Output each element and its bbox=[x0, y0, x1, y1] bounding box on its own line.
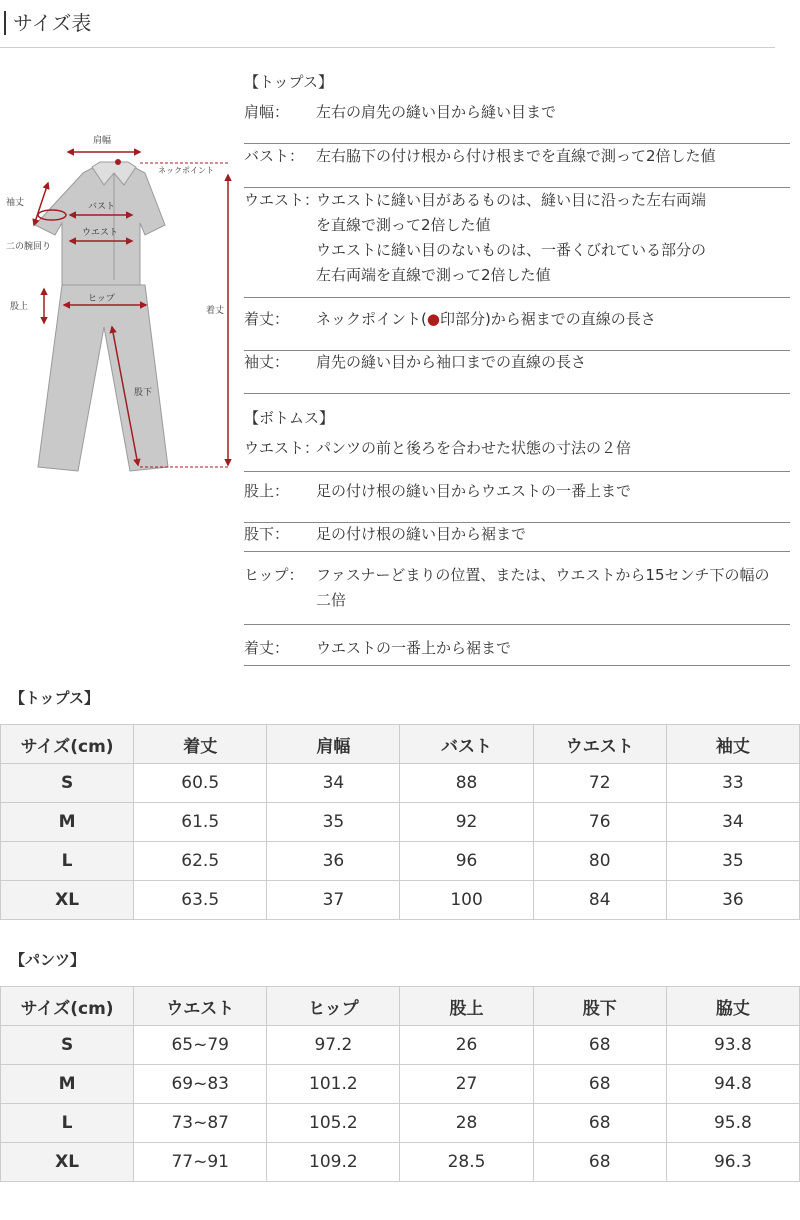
page-header bbox=[0, 0, 775, 48]
desc-definition: ネックポイント(●印部分)から裾までの直線の長さ bbox=[316, 310, 656, 328]
column-header: 股上 bbox=[400, 987, 533, 1026]
desc-definition: 肩先の縫い目から袖口までの直線の長さ bbox=[316, 353, 587, 371]
table-cell: 68 bbox=[533, 1026, 666, 1065]
desc-row-rise bbox=[244, 481, 790, 523]
neck-point-marker: ● bbox=[426, 310, 440, 328]
table-cell: 88 bbox=[400, 764, 533, 803]
desc-term: ヒップ： bbox=[244, 566, 304, 584]
size-cell: L bbox=[1, 1104, 134, 1143]
table-cell: 68 bbox=[533, 1104, 666, 1143]
desc-row-shoulder bbox=[244, 102, 790, 144]
table-cell: 84 bbox=[533, 881, 666, 920]
table-cell: 28 bbox=[400, 1104, 533, 1143]
table-cell: 27 bbox=[400, 1065, 533, 1104]
desc-row-hip bbox=[244, 565, 790, 625]
column-header: ウエスト bbox=[533, 725, 666, 764]
table-cell: 73~87 bbox=[134, 1104, 267, 1143]
desc-definition: 足の付け根の縫い目から裾まで bbox=[316, 525, 527, 543]
desc-term: 股下： bbox=[244, 525, 290, 543]
desc-definition: 左右脇下の付け根から付け根までを直線で測って2倍した値 bbox=[316, 147, 716, 165]
size-cell: XL bbox=[1, 1143, 134, 1182]
tops-heading: 【トップス】 bbox=[244, 73, 333, 91]
label-hip: ヒップ bbox=[88, 294, 115, 304]
table-row bbox=[1, 842, 800, 881]
desc-term: 股上： bbox=[244, 482, 290, 500]
desc-definition: 足の付け根の縫い目からウエストの一番上まで bbox=[316, 482, 632, 500]
column-header: サイズ(cm) bbox=[1, 987, 134, 1026]
table-cell: 62.5 bbox=[134, 842, 267, 881]
size-cell: M bbox=[1, 803, 134, 842]
table-cell: 26 bbox=[400, 1026, 533, 1065]
table-cell: 80 bbox=[533, 842, 666, 881]
bottoms-heading: 【ボトムス】 bbox=[244, 409, 335, 427]
table-cell: 101.2 bbox=[267, 1065, 400, 1104]
neck-point-dot bbox=[115, 159, 121, 165]
table-cell: 105.2 bbox=[267, 1104, 400, 1143]
table-cell: 97.2 bbox=[267, 1026, 400, 1065]
table-cell: 72 bbox=[533, 764, 666, 803]
column-header: サイズ(cm) bbox=[1, 725, 134, 764]
label-upper-arm: 二の腕回り bbox=[6, 242, 52, 252]
column-header: 脇丈 bbox=[666, 987, 799, 1026]
label-bust: バスト bbox=[88, 202, 116, 212]
desc-term: 着丈： bbox=[244, 639, 290, 657]
column-header: 着丈 bbox=[134, 725, 267, 764]
label-length: 着丈 bbox=[206, 306, 225, 316]
top-garment-shape bbox=[35, 165, 165, 285]
desc-definition: ウエストに縫い目があるものは、縫い目に沿った左右両端 を直線で測って2倍した値 ウエストに縫い目のないものは、一番くびれている部分の 左右両端を直線で測って2倍した値 bbox=[316, 191, 707, 284]
table-cell: 94.8 bbox=[666, 1065, 799, 1104]
measurement-figure bbox=[0, 115, 240, 490]
table-cell: 34 bbox=[666, 803, 799, 842]
size-cell: M bbox=[1, 1065, 134, 1104]
garment-illustration bbox=[0, 115, 240, 490]
size-cell: S bbox=[1, 1026, 134, 1065]
column-header: 股下 bbox=[533, 987, 666, 1026]
table-cell: 77~91 bbox=[134, 1143, 267, 1182]
desc-definition: 左右の肩先の縫い目から縫い目まで bbox=[316, 103, 557, 121]
table-cell: 76 bbox=[533, 803, 666, 842]
pants-size-table bbox=[0, 986, 800, 1182]
table-header-row bbox=[1, 725, 800, 764]
table-cell: 36 bbox=[666, 881, 799, 920]
table-row bbox=[1, 1065, 800, 1104]
desc-row-length bbox=[244, 309, 790, 351]
table-cell: 96.3 bbox=[666, 1143, 799, 1182]
desc-definition: ウエストの一番上から裾まで bbox=[316, 639, 512, 657]
table-cell: 68 bbox=[533, 1143, 666, 1182]
column-header: 肩幅 bbox=[267, 725, 400, 764]
desc-row-pants-length bbox=[244, 638, 790, 666]
desc-row-inseam bbox=[244, 524, 790, 552]
desc-row-pants-waist bbox=[244, 438, 790, 472]
label-neck-point: ネックポイント bbox=[158, 166, 214, 175]
table-cell: 28.5 bbox=[400, 1143, 533, 1182]
column-header: 袖丈 bbox=[666, 725, 799, 764]
table-cell: 60.5 bbox=[134, 764, 267, 803]
desc-row-sleeve bbox=[244, 352, 790, 394]
table-cell: 35 bbox=[666, 842, 799, 881]
column-header: バスト bbox=[400, 725, 533, 764]
column-header: ウエスト bbox=[134, 987, 267, 1026]
table-cell: 36 bbox=[267, 842, 400, 881]
desc-row-waist bbox=[244, 190, 790, 298]
label-shoulder: 肩幅 bbox=[93, 136, 112, 146]
table-header-row bbox=[1, 987, 800, 1026]
pants-shape bbox=[38, 285, 168, 471]
desc-definition: ファスナーどまりの位置、または、ウエストから15センチ下の幅の 二倍 bbox=[316, 566, 770, 609]
tops-size-table bbox=[0, 724, 800, 920]
table-cell: 37 bbox=[267, 881, 400, 920]
desc-term: ウエスト： bbox=[244, 191, 320, 209]
table-cell: 34 bbox=[267, 764, 400, 803]
table-row bbox=[1, 764, 800, 803]
table-row bbox=[1, 1104, 800, 1143]
table-cell: 92 bbox=[400, 803, 533, 842]
table-cell: 63.5 bbox=[134, 881, 267, 920]
table-cell: 100 bbox=[400, 881, 533, 920]
tops-table-title: 【トップス】 bbox=[10, 689, 99, 707]
size-cell: S bbox=[1, 764, 134, 803]
size-cell: XL bbox=[1, 881, 134, 920]
label-inseam: 股下 bbox=[134, 388, 153, 398]
table-cell: 61.5 bbox=[134, 803, 267, 842]
label-sleeve: 袖丈 bbox=[6, 198, 25, 208]
title-bar-accent bbox=[4, 11, 6, 35]
table-row bbox=[1, 1026, 800, 1065]
table-cell: 93.8 bbox=[666, 1026, 799, 1065]
label-rise: 股上 bbox=[10, 302, 29, 312]
desc-term: 着丈： bbox=[244, 310, 290, 328]
table-cell: 96 bbox=[400, 842, 533, 881]
table-cell: 109.2 bbox=[267, 1143, 400, 1182]
table-cell: 68 bbox=[533, 1065, 666, 1104]
table-cell: 33 bbox=[666, 764, 799, 803]
column-header: ヒップ bbox=[267, 987, 400, 1026]
table-row bbox=[1, 803, 800, 842]
size-cell: L bbox=[1, 842, 134, 881]
table-row bbox=[1, 881, 800, 920]
desc-term: 肩幅： bbox=[244, 103, 290, 121]
label-waist: ウエスト bbox=[82, 228, 119, 238]
desc-term: 袖丈： bbox=[244, 353, 290, 371]
desc-row-bust bbox=[244, 146, 790, 188]
table-cell: 65~79 bbox=[134, 1026, 267, 1065]
desc-definition: パンツの前と後ろを合わせた状態の寸法の２倍 bbox=[316, 439, 632, 457]
page-title: サイズ表 bbox=[13, 11, 92, 35]
table-cell: 95.8 bbox=[666, 1104, 799, 1143]
table-row bbox=[1, 1143, 800, 1182]
table-cell: 35 bbox=[267, 803, 400, 842]
pants-table-title: 【パンツ】 bbox=[10, 951, 86, 969]
table-cell: 69~83 bbox=[134, 1065, 267, 1104]
desc-term: バスト： bbox=[244, 147, 305, 165]
desc-term: ウエスト： bbox=[244, 439, 320, 457]
